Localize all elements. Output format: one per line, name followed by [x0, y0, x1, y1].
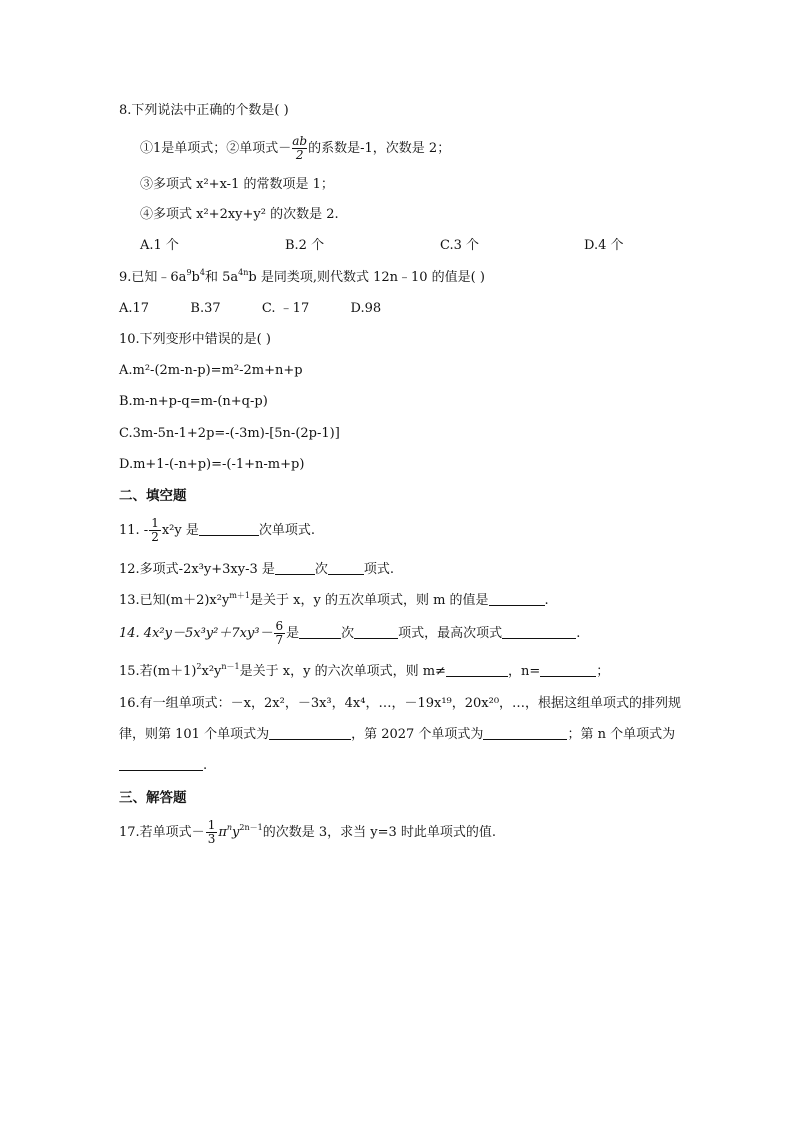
- q9-options: A.17 B.37 C. ﹣17 D.98: [119, 301, 382, 316]
- q15-blank-1[interactable]: [446, 664, 508, 677]
- q8-option-a: A.1 个: [140, 238, 179, 253]
- q12-blank-2[interactable]: [328, 562, 364, 575]
- q14: 14. 4x²y－5x³y²＋7xy³－ $\frac{6}{7}$ 是 次 项式，最高次项式 .: [119, 619, 581, 647]
- q15: 15.若$(m+1)^2x^2y^{n-1}$是关于 x，y 的六次单项式，则 m≠ ，n= ；: [119, 662, 610, 679]
- q8-statement-4: ④多项式 x²+2xy+y² 的次数是 2.: [140, 207, 339, 222]
- q8-stem: 8.下列说法中正确的个数是( ): [119, 103, 289, 118]
- q8-statement-3: ③多项式 x²+x-1 的常数项是 1；: [140, 177, 334, 192]
- section-heading-answer: 三、解答题: [119, 790, 187, 806]
- q16-line-2: 律，则第 101 个单项式为 ，第 2027 个单项式为 ；第 n 个单项式为: [119, 727, 676, 742]
- q12: 12.多项式-2x³y+3xy-3 是 次 项式.: [119, 562, 395, 577]
- q16-line-1: 16.有一组单项式：－x，2x²，－3x³，4x⁴，…，－19x¹⁹，20x²⁰，…，根据这组单项式的排列规: [119, 696, 682, 711]
- q10-option-a: A.m²-(2m-n-p)=m²-2m+n+p: [119, 363, 303, 378]
- q16-line-3: .: [119, 758, 207, 774]
- q14-blank-3[interactable]: [502, 626, 576, 639]
- q8-option-d: D.4 个: [584, 238, 624, 253]
- q10-option-b: B.m-n+p-q=m-(n+q-p): [119, 394, 268, 409]
- q11-fraction: $\frac{1}{2}$: [151, 516, 159, 544]
- q16-blank-1[interactable]: [269, 727, 351, 740]
- q11-blank[interactable]: [199, 523, 259, 536]
- q16-blank-2[interactable]: [483, 727, 567, 740]
- q15-blank-2[interactable]: [540, 664, 596, 677]
- q10-stem: 10.下列变形中错误的是( ): [119, 332, 271, 347]
- q11: 11. - $\frac{1}{2}$ x²y 是 次单项式.: [119, 516, 316, 544]
- section-heading-fill-in: 二、填空题: [119, 488, 187, 504]
- q14-fraction: $\frac{6}{7}$: [275, 619, 284, 647]
- q13: 13.已知$(m+2)x^2y^{m+1}$是关于 x，y 的五次单项式，则 m 的值是 .: [119, 591, 549, 608]
- q8-statement-1-2: ①1是单项式；②单项式－ $\frac{ab}{2}$ 的系数是-1，次数是 2；: [140, 134, 451, 162]
- q17: 17.若单项式－ $\frac{1}{3}$ $\pi^ny^{2n-1}$的次数是 3，求当 y=3 时此单项式的值.: [119, 818, 497, 846]
- q10-option-d: D.m+1-(-n+p)=-(-1+n-m+p): [119, 457, 305, 472]
- q13-blank[interactable]: [489, 593, 545, 606]
- q9-stem: 9.已知$﹣6a^9b^4$和 $5a^{4n}b$ 是同类项,则代数式 12n﹣10 的值是( ): [119, 268, 485, 285]
- q10-option-c: C.3m-5n-1+2p=-(-3m)-[5n-(2p-1)]: [119, 426, 340, 441]
- q8-option-c: C.3 个: [440, 238, 480, 253]
- q16-blank-3[interactable]: [119, 758, 203, 771]
- q14-blank-2[interactable]: [354, 626, 398, 639]
- q8-fraction: $\frac{ab}{2}$: [292, 134, 308, 162]
- q17-fraction: $\frac{1}{3}$: [207, 818, 216, 846]
- q14-blank-1[interactable]: [299, 626, 341, 639]
- q12-blank-1[interactable]: [275, 562, 315, 575]
- q8-options: [140, 238, 640, 254]
- q8-option-b: B.2 个: [285, 238, 325, 253]
